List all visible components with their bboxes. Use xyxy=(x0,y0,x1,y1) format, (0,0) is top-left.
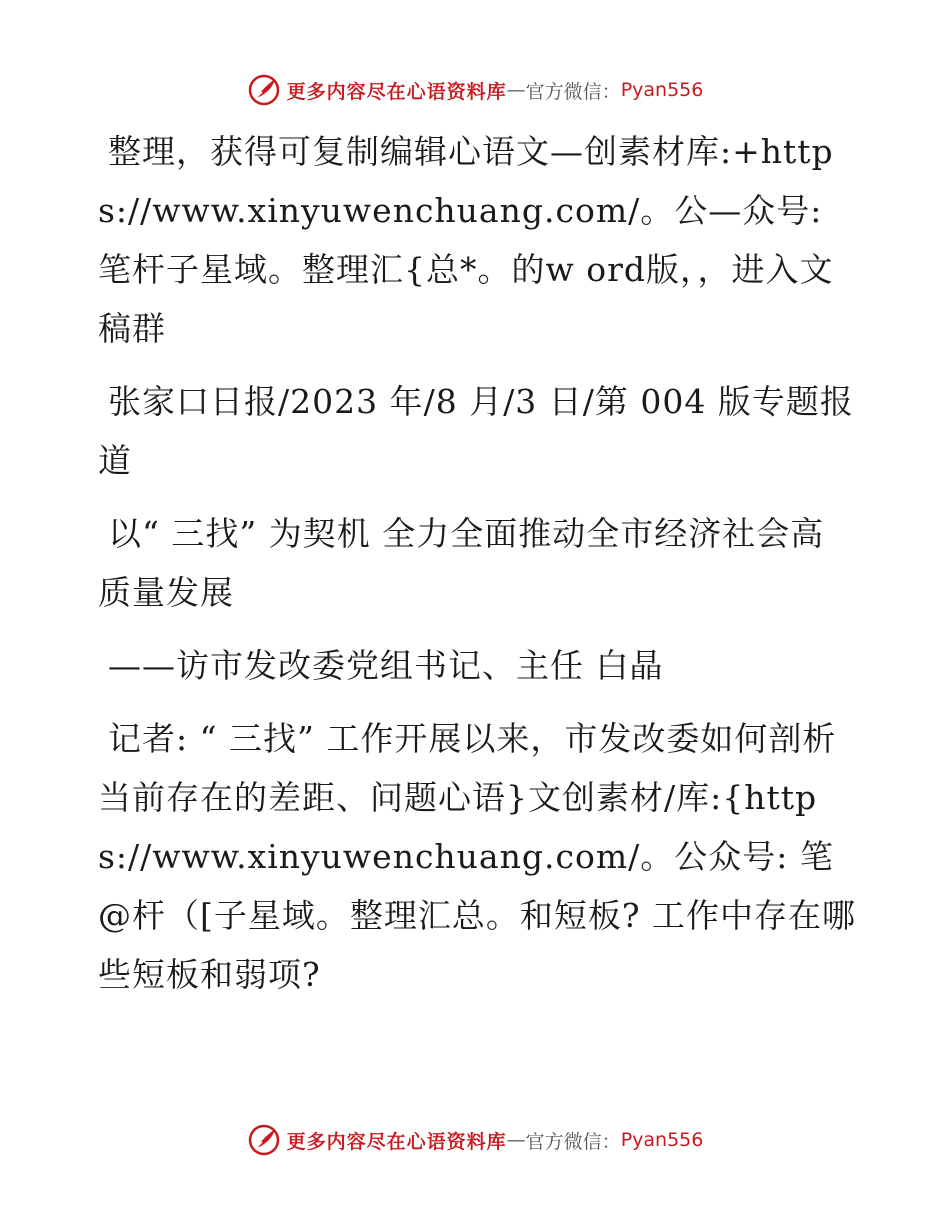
paragraph-text: 以“ 三找” 为契机 全力全面推动全市经济社会高质量发展 xyxy=(98,514,825,612)
paragraph-intro-notice xyxy=(98,122,858,358)
banner-sub-label: 官方微信： xyxy=(525,80,621,103)
banner-wechat-id: Pyan556 xyxy=(620,1129,704,1151)
paragraph-text: ——访市发改委党组书记、主任 白晶 xyxy=(108,646,664,685)
banner-dash: — xyxy=(506,1129,526,1151)
banner-wechat-id: Pyan556 xyxy=(620,79,704,101)
header-banner xyxy=(0,70,950,110)
banner-dash: — xyxy=(506,79,526,101)
article-subtitle xyxy=(98,636,858,695)
footer-banner xyxy=(0,1120,950,1160)
banner-main-text: 更多内容尽在心语资料库 xyxy=(286,1130,507,1153)
quill-logo-icon xyxy=(247,73,281,107)
paragraph-text: 记者: “ 三找” 工作开展以来，市发改委如何剖析当前存在的差距、问题心语}文创素材/库:{https://www.xinyuwenchuang.com/。公众号: 笔@杆（[子星域。整理汇总。和短板? 工作中存在哪些短板和弱项? xyxy=(98,719,857,994)
paragraph-text: 整理，获得可复制编辑心语文—创素材库:+https://www.xinyuwenchuang.com/。公—众号: 笔杆子星域。整理汇{总*。的w ord版，，进入文稿群 xyxy=(98,132,834,348)
quill-logo-icon xyxy=(247,1123,281,1157)
paragraph-text: 张家口日报/2023 年/8 月/3 日/第 004 版专题报道 xyxy=(98,382,854,480)
paragraph-source-line xyxy=(98,372,858,490)
document-body xyxy=(98,122,858,1018)
paragraph-reporter-question xyxy=(98,709,858,1004)
banner-main-text: 更多内容尽在心语资料库 xyxy=(286,80,507,103)
article-title xyxy=(98,504,858,622)
banner-sub-label: 官方微信： xyxy=(525,1130,621,1153)
